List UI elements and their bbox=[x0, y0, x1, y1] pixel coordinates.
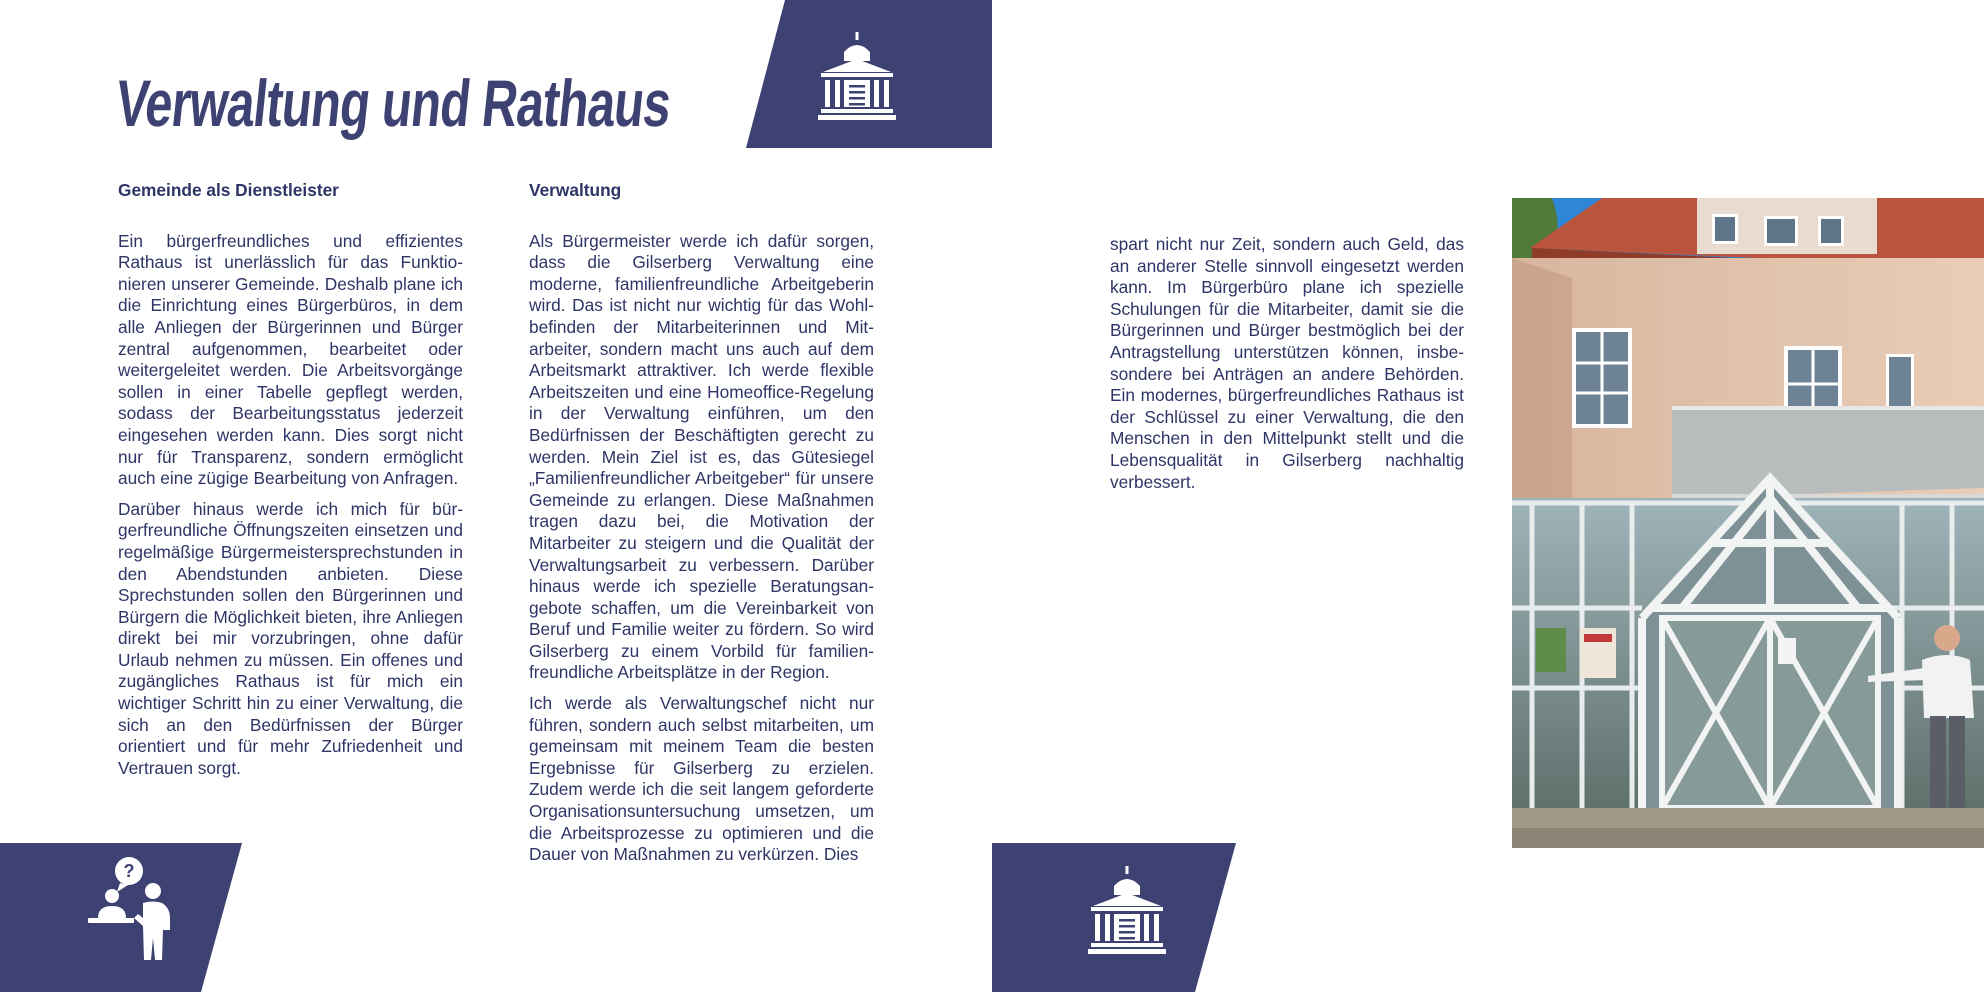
column-verwaltung bbox=[529, 180, 874, 875]
town-hall-icon bbox=[817, 32, 897, 120]
page-title: Verwaltung und Rathaus bbox=[112, 66, 675, 140]
column-continuation bbox=[1110, 234, 1464, 502]
paragraph: Ich werde als Verwaltungschef nicht nur führen, sondern auch selbst mitarbeiten, um gemeinsam mit meinem Team die besten Ergebnisse für Gilserberg zu erzielen. Zudem werde ich die seit langem geforderte Organisationsuntersuchung umsetzen, um die Arbeitsprozesse zu optimieren und die Dauer von Maßnahmen zu verkürzen. Dies bbox=[529, 693, 874, 865]
service-desk-question-icon bbox=[86, 856, 178, 960]
town-hall-icon bbox=[1087, 866, 1167, 954]
svg-text:?: ? bbox=[123, 861, 135, 881]
paragraph: Als Bürgermeister werde ich dafür sorgen, dass die Gilserberg Verwaltung eine moderne, familienfreundliche Arbeitgeberin wird. Das ist nicht nur wichtig für das Wohlbefinden der Mitarbeiterinnen und Mitarbeiter, sondern macht uns auch auf dem Arbeitsmarkt attraktiver. Ich werde flexible Arbeitszeiten und eine Homeoffice-Regelung in der Verwaltung einführen, um den Bedürfnissen der Beschäftigten gerecht zu werden. Mein Ziel ist es, das Gütesiegel „Familienfreundlicher Arbeitgeber“ für unsere Gemeinde zu erlangen. Diese Maßnahmen tragen dazu bei, die Motivation der Mitarbeiter zu steigern und die Qualität der Verwaltungsarbeit zu verbessern. Darüber hinaus werde ich spezielle Beratungsangebote schaffen, um die Vereinbarkeit von Beruf und Familie weiter zu fördern. So wird Gilserberg zu einem Vorbild für familienfreundliche Arbeitsplätze in der Region. bbox=[529, 230, 874, 683]
paragraph: Ein bürgerfreundliches und effizientes Rathaus ist unerlässlich für das Funktionieren unserer Gemeinde. Deshalb plane ich die Einrichtung eines Bürgerbüros, in dem alle Anliegen der Bürgerinnen und Bürger zentral aufgenommen, bearbeitet oder weitergeleitet werden. Die Arbeitsvorgänge sollen in einer Tabelle gepflegt werden, sodass der Bearbeitungsstatus jederzeit eingesehen werden kann. Dies sorgt nicht nur für Transparenz, sondern ermöglicht auch eine zügige Bearbeitung von Anfragen. bbox=[118, 230, 463, 489]
section-heading: Verwaltung bbox=[529, 180, 622, 200]
town-hall-photo bbox=[1512, 198, 1984, 848]
paragraph: Darüber hinaus werde ich mich für bürgerfreundliche Öffnungszeiten einsetzen und regelmäßige Bürgermeistersprechstunden in den Abendstunden anbieten. Diese Sprechstunden sollen den Bürgerinnen und Bürgern die Möglichkeit bieten, ihre Anliegen direkt bei mir vorzubringen, ohne dafür Urlaub nehmen zu müssen. Ein offenes und zugängliches Rathaus ist für mich ein wichtiger Schritt hin zu einer Verwaltung, die sich an den Bedürfnissen der Bürger orientiert und für mehr Zufriedenheit und Vertrauen sorgt. bbox=[118, 498, 463, 778]
column-dienstleister bbox=[118, 180, 463, 788]
paragraph: spart nicht nur Zeit, sondern auch Geld, das an anderer Stelle sinnvoll eingesetzt werden kann. Im Bürgerbüro plane ich spezielle Schulungen für die Mitarbeiter, damit sie die Bürgerinnen und Bürger bestmöglich bei der Antragstellung unterstützen können, insbesondere bei Anträgen an andere Behörden. Ein modernes, bürgerfreundliches Rathaus ist der Schlüssel zu einer Verwaltung, die den Menschen in den Mittelpunkt stellt und die Lebensqualität in Gilserberg nachhaltig verbessert. bbox=[1110, 234, 1464, 492]
section-heading: Gemeinde als Dienstleister bbox=[118, 180, 339, 200]
